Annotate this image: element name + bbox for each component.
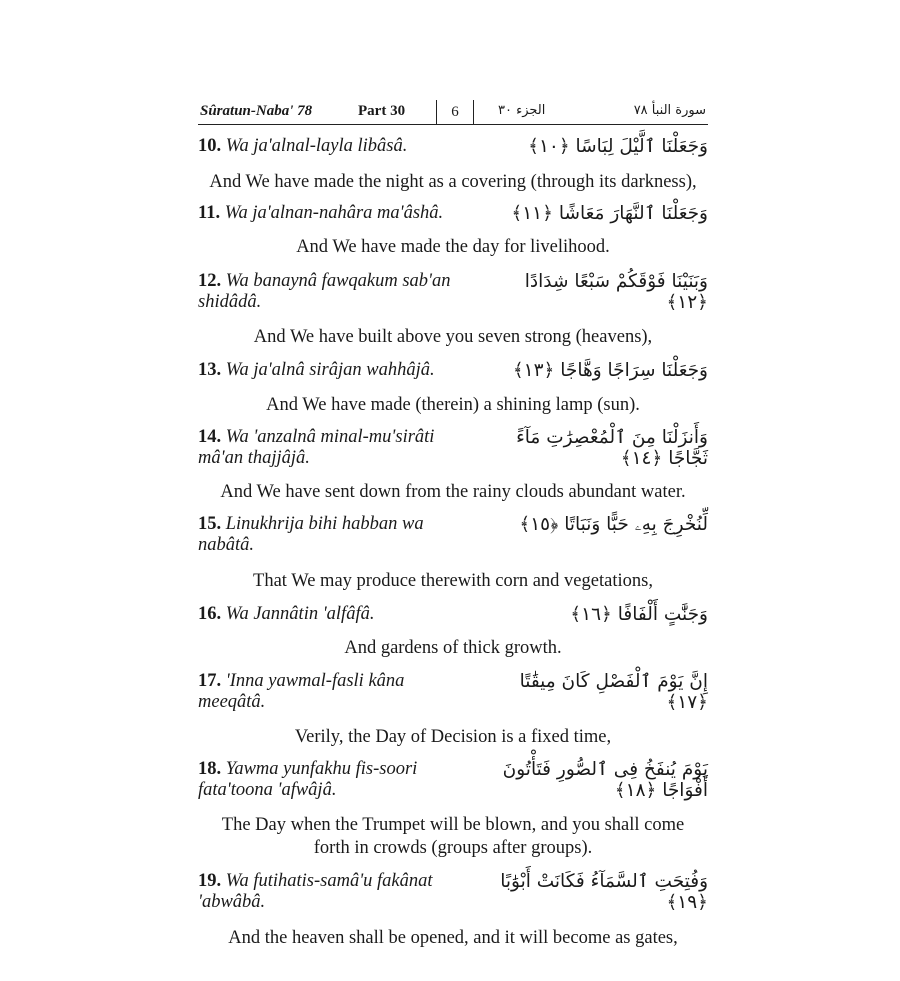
translation-line: And We have made the day for livelihood.: [296, 237, 610, 257]
verse-translation: [198, 927, 708, 950]
translation-line: That We may produce therewith corn and vegetations,: [253, 571, 653, 591]
page-header: [198, 100, 708, 125]
verse-transliteration: [198, 427, 434, 469]
verse-arabic: وَجَعَلْنَا ٱلَّيْلَ لِبَاسًا ﴿١٠﴾: [528, 136, 708, 157]
verse-transliteration: [198, 759, 417, 801]
page-number: 6: [436, 100, 474, 124]
translation-line: forth in crowds (groups after groups).: [313, 838, 593, 858]
verse-number: 12.: [198, 271, 222, 291]
verse-number: 19.: [198, 871, 222, 891]
transliteration-line: nabâtâ.: [198, 535, 255, 555]
verse-transliteration: [198, 203, 443, 224]
transliteration-line: 'abwâbâ.: [198, 892, 266, 912]
verse-arabic: وَأَنزَلْنَا مِنَ ٱلْمُعْصِرَٰتِ مَآءً ثَجَّاجًا ﴿١٤﴾: [516, 427, 708, 469]
transliteration-line: meeqâtâ.: [198, 692, 266, 712]
surah-name-en: Sûratun-Naba' 78: [200, 103, 313, 119]
verse-number: 11.: [198, 203, 221, 223]
verse-transliteration: [198, 136, 407, 157]
transliteration-line: Linukhrija bihi habban wa: [225, 514, 424, 534]
verse-transliteration: [198, 360, 435, 381]
transliteration-line: Wa futihatis-samâ'u fakânat: [225, 871, 433, 891]
verse-transliteration: [198, 271, 451, 313]
verse-translation: [198, 236, 708, 259]
verse-transliteration: [198, 671, 404, 713]
verse-transliteration: [198, 604, 374, 625]
verse-number: 15.: [198, 514, 222, 534]
transliteration-line: fata'toona 'afwâjâ.: [198, 780, 337, 800]
part-label: Part 30: [358, 103, 406, 119]
transliteration-line: shidâdâ.: [198, 292, 262, 312]
translation-line: And We have built above you seven strong (heavens),: [253, 327, 653, 347]
transliteration-line: mâ'an thajjâjâ.: [198, 448, 310, 468]
transliteration-line: Wa Jannâtin 'alfâfâ.: [225, 604, 375, 624]
transliteration-line: Yawma yunfakhu fis-soori: [225, 759, 418, 779]
transliteration-line: Wa ja'alnal-layla libâsâ.: [225, 136, 408, 156]
translation-line: And gardens of thick growth.: [344, 638, 562, 658]
translation-line: The Day when the Trumpet will be blown, and you shall come: [221, 815, 685, 835]
verse-arabic: وَبَنَيْنَا فَوْقَكُمْ سَبْعًا شِدَادًا ﴿١٢﴾: [524, 271, 708, 313]
verse-arabic: لِّنُخْرِجَ بِهِۦ حَبًّا وَنَبَاتًا ﴿١٥﴾: [519, 514, 708, 535]
verse-translation: [198, 394, 708, 417]
surah-name-ar: سورة النبأ ٧٨: [633, 103, 706, 118]
translation-line: And the heaven shall be opened, and it will become as gates,: [228, 928, 678, 948]
verse-translation: [198, 481, 708, 504]
verse-translation: [198, 726, 708, 749]
translation-line: And We have made the night as a covering (through its darkness),: [209, 172, 697, 192]
translation-line: Verily, the Day of Decision is a fixed time,: [294, 727, 612, 747]
juz-label-ar: الجزء ٣٠: [498, 103, 546, 118]
transliteration-line: Wa 'anzalnâ minal-mu'sirâti: [225, 427, 435, 447]
verse-number: 18.: [198, 759, 222, 779]
verse-translation: [198, 326, 708, 349]
verse-number: 10.: [198, 136, 222, 156]
verse-translation: [198, 171, 708, 194]
verse-arabic: إِنَّ يَوْمَ ٱلْفَصْلِ كَانَ مِيقَٰتًا ﴿١٧﴾: [519, 671, 708, 713]
transliteration-line: Wa ja'alnan-nahâra ma'âshâ.: [224, 203, 444, 223]
verse-transliteration: [198, 871, 433, 913]
translation-line: And We have made (therein) a shining lamp (sun).: [266, 395, 640, 415]
verse-number: 14.: [198, 427, 222, 447]
transliteration-line: Wa banaynâ fawqakum sab'an: [225, 271, 451, 291]
verse-number: 17.: [198, 671, 222, 691]
verse-translation: [198, 637, 708, 660]
verse-arabic: يَوْمَ يُنفَخُ فِى ٱلصُّورِ فَتَأْتُونَ أَفْوَاجًا ﴿١٨﴾: [502, 759, 708, 801]
verse-arabic: وَجَنَّٰتٍ أَلْفَافًا ﴿١٦﴾: [570, 604, 708, 625]
verse-arabic: وَجَعَلْنَا سِرَاجًا وَهَّاجًا ﴿١٣﴾: [512, 360, 708, 381]
verse-arabic: وَفُتِحَتِ ٱلسَّمَآءُ فَكَانَتْ أَبْوَٰبًا ﴿١٩﴾: [500, 871, 708, 913]
transliteration-line: Wa ja'alnâ sirâjan wahhâjâ.: [225, 360, 435, 380]
verse-number: 16.: [198, 604, 222, 624]
verse-translation: [198, 570, 708, 593]
transliteration-line: 'Inna yawmal-fasli kâna: [225, 671, 405, 691]
verse-arabic: وَجَعَلْنَا ٱلنَّهَارَ مَعَاشًا ﴿١١﴾: [511, 203, 708, 224]
verse-number: 13.: [198, 360, 222, 380]
verse-translation: [198, 814, 708, 860]
verse-transliteration: [198, 514, 424, 556]
translation-line: And We have sent down from the rainy clouds abundant water.: [220, 482, 686, 502]
